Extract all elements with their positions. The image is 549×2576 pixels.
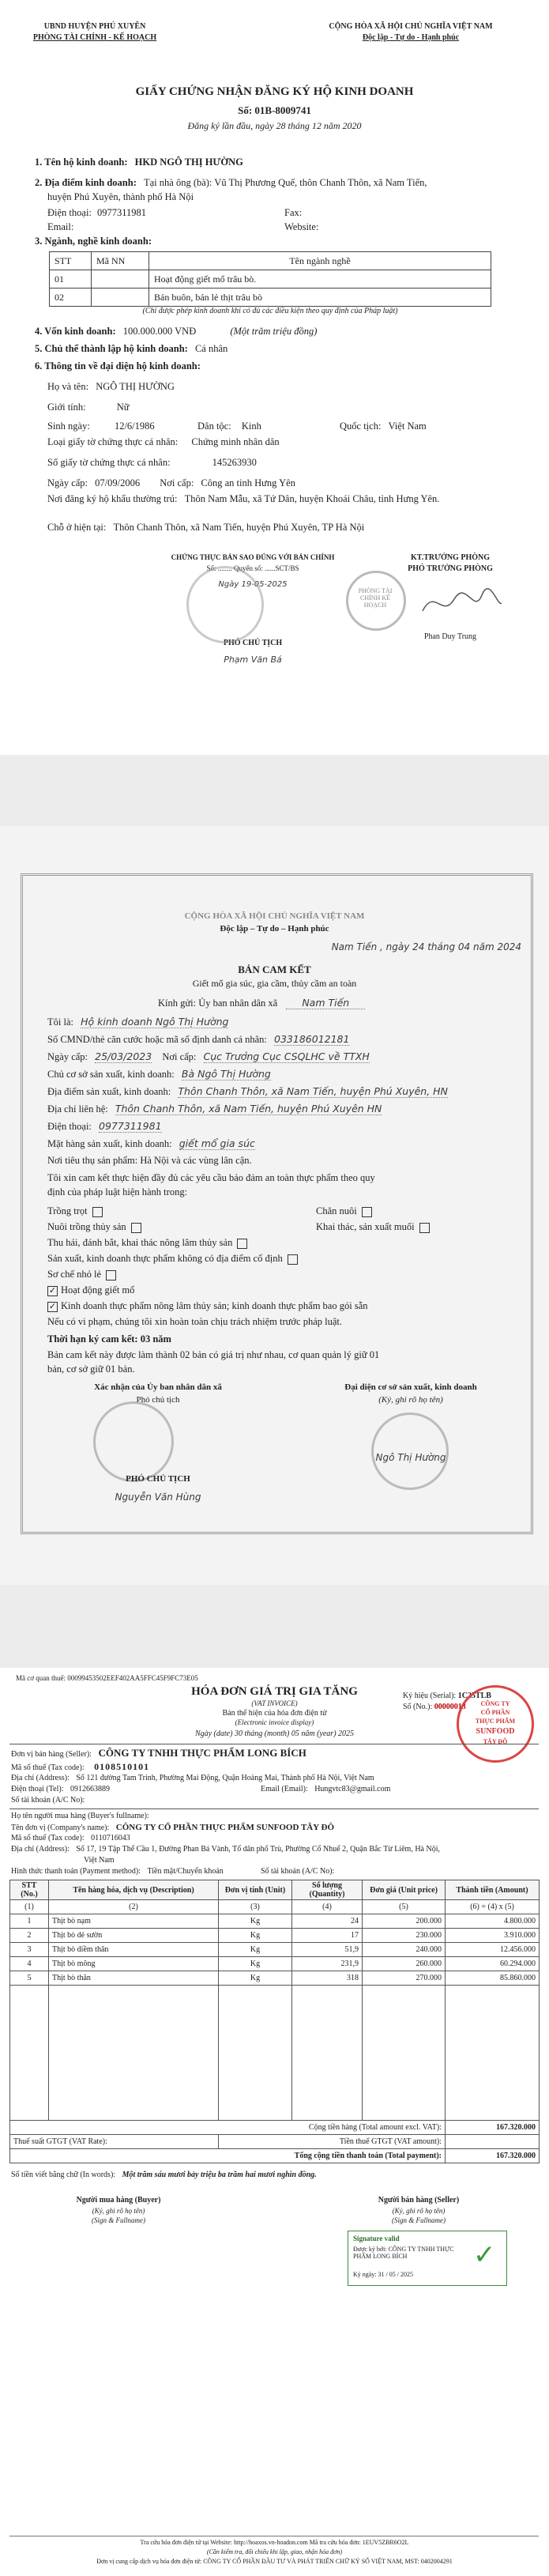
item-unit: Kg: [219, 1943, 292, 1957]
inv-words-label: Số tiền viết bằng chữ (In words):: [11, 2171, 116, 2179]
commit-name-value: Hộ kinh doanh Ngô Thị Hường: [81, 1016, 229, 1028]
cert-idno-label: Số giấy tờ chứng thực cá nhân:: [47, 457, 171, 468]
inv-title-en: (VAT INVOICE): [251, 1699, 298, 1707]
inv-buyer-label: Tên đơn vị (Company's name):: [11, 1824, 110, 1832]
commune-stamp-right: [371, 1412, 449, 1490]
commit-date-row: [47, 1050, 370, 1063]
commit-term-l1: Bản cam kết này được làm thành 02 bản có giá trị như nhau, cơ quan quản lý giữ 01: [47, 1349, 380, 1360]
cert-table-note: (Chỉ được phép kinh doanh khi có đủ các điều kiện theo quy định của Pháp luật): [142, 307, 398, 315]
inv-buyer-row: [11, 1823, 334, 1832]
inv-buyer-tax-row: [11, 1834, 130, 1842]
inv-seller-row: [11, 1747, 306, 1759]
commit-extra-l2: Nếu có vi phạm, chúng tôi xin hoàn toàn chịu trách nhiệm trước pháp luật.: [47, 1316, 343, 1327]
cert-email-label: Email:: [47, 221, 74, 232]
commit-site-value: Thôn Chanh Thôn, xã Nam Tiến, huyện Phú Xuyên, HN: [178, 1085, 448, 1097]
cert-cur-label: Chỗ ở hiện tại:: [47, 522, 107, 533]
item-price: 200.000: [363, 1914, 446, 1929]
inv-seller-sign-l2: (Ký, ghi rõ họ tên): [392, 2207, 446, 2215]
option-row: [47, 1284, 134, 1296]
option-row: [47, 1269, 116, 1280]
cert-ethnic-label: Dân tộc:: [197, 421, 231, 432]
table-header-num-row: [10, 1900, 540, 1914]
cert-cur-row: [47, 522, 364, 534]
cert-s5-value: Cá nhân: [194, 343, 228, 354]
total-value: 167.320.000: [446, 2149, 540, 2163]
table-header-name: Tên ngành nghề: [149, 252, 491, 270]
item-price: 270.000: [363, 1971, 446, 1986]
inv-subtitle: Bản thể hiện của hóa đơn điện tử: [222, 1709, 327, 1718]
cert-nation-l2: Độc lập - Tự do - Hạnh phúc: [362, 33, 460, 42]
vat-invoice-page: [0, 1668, 549, 2576]
table-cell-code: [92, 270, 149, 289]
inv-seller-label: Đơn vị bán hàng (Seller):: [11, 1750, 92, 1759]
cert-s1-value: HKD NGÔ THỊ HƯỜNG: [134, 157, 243, 168]
table-header-code: Mã NN: [92, 252, 149, 270]
item-amount: 85.860.000: [446, 1971, 540, 1986]
inv-buyer-addr-l2: Việt Nam: [84, 1856, 115, 1865]
item-qty: 51,9: [292, 1943, 363, 1957]
inv-seller-acct-label: Số tài khoản (A/C No):: [11, 1796, 85, 1805]
inv-seller-addr-label: Địa chỉ (Address):: [11, 1774, 70, 1782]
item-amount: 3.910.000: [446, 1929, 540, 1943]
sig-by: Được ký bởi: CÔNG TY TNHH THỰC PHẨM LONG BÍCH: [353, 2246, 454, 2260]
option-label: Chăn nuôi: [316, 1205, 357, 1216]
cert-s2-value-l2: huyện Phú Xuyên, thành phố Hà Nội: [47, 191, 194, 202]
table-header-num: (1): [10, 1900, 49, 1914]
cert-idtype-value: Chứng minh nhân dân: [191, 436, 280, 447]
cert-s4-label: 4. Vốn kinh doanh:: [35, 326, 116, 337]
option-label: Nuôi trồng thủy sản: [47, 1221, 126, 1232]
cert-phone-value: 0977311981: [97, 207, 147, 218]
option-checkbox: [92, 1207, 103, 1217]
inv-buyer-tax: 0110716043: [91, 1834, 130, 1842]
cert-perm-label: Nơi đăng ký hộ khẩu thường trú:: [47, 493, 178, 504]
commit-goods-value: giết mổ gia súc: [179, 1137, 255, 1149]
commune-stamp: [93, 1401, 174, 1482]
cert-dob-value: 12/6/1986: [114, 421, 155, 432]
cert-phone-label: Điện thoại:: [47, 207, 92, 218]
inv-seller-email-label: Email (Email):: [261, 1785, 308, 1793]
sig-valid: Signature valid: [353, 2235, 400, 2242]
commit-goods-row: [47, 1137, 255, 1150]
cert-agency-l1: UBND HUYỆN PHÚ XUYÊN: [43, 22, 146, 31]
cert-head-l1: KT.TRƯỞNG PHÒNG: [411, 553, 490, 562]
commit-to-label: Kính gửi: Ủy ban nhân dân xã: [158, 998, 278, 1009]
inv-buyer-sign-l3: (Sign & Fullname): [92, 2216, 145, 2224]
check-icon: ✓: [473, 2239, 496, 2271]
inv-pay-row: [11, 1867, 224, 1876]
inv-buyer-addr-row: [11, 1845, 440, 1854]
cert-website-label: Website:: [284, 221, 319, 232]
item-amount: 4.800.000: [446, 1914, 540, 1929]
cert-idtype-row: [47, 436, 280, 448]
cert-s6-label: 6. Thông tin về đại diện hộ kinh doanh:: [35, 360, 201, 372]
table-header-row: [50, 252, 491, 270]
item-qty: 24: [292, 1914, 363, 1929]
commit-left-sign-l2: Phó chủ tịch: [136, 1395, 180, 1405]
cert-issue-value: 07/09/2006: [95, 477, 141, 488]
inv-words-row: [11, 2171, 317, 2179]
commit-extra-l1: Kinh doanh thực phẩm nông lâm thủy sản; kinh doanh thực phẩm bao gói sẵn: [61, 1300, 368, 1311]
option-checkbox: [106, 1270, 116, 1280]
cert-s2-label: 2. Địa điểm kinh doanh:: [35, 177, 137, 188]
inv-buyer-name: CÔNG TY CỔ PHẦN THỰC PHẨM SUNFOOD TÂY ĐÔ: [115, 1823, 335, 1832]
sunfood-company-stamp: [457, 1685, 534, 1763]
subtotal-row: [10, 2121, 540, 2135]
option-checkbox: [288, 1254, 298, 1265]
cert-number: Số: 01B-8009741: [238, 104, 311, 116]
stamp-line: CÔNG TY: [480, 1700, 510, 1707]
item-no: 1: [10, 1914, 49, 1929]
page-gap: [0, 1585, 549, 1668]
cert-s3-label: 3. Ngành, nghề kinh doanh:: [35, 236, 152, 247]
inv-date-line: Ngày (date) 30 tháng (month) 05 năm (year) 2025: [194, 1729, 355, 1738]
table-row: [50, 270, 491, 289]
item-price: 240.000: [363, 1943, 446, 1957]
table-header: STT (No.): [10, 1880, 49, 1900]
table-header-num: (3): [219, 1900, 292, 1914]
table-row: [10, 1957, 540, 1971]
finance-office-stamp: [346, 571, 406, 631]
commit-pledge-l2: định của pháp luật hiện hành trong:: [47, 1186, 188, 1197]
inv-seller-sign-l3: (Sign & Fullname): [392, 2216, 446, 2224]
item-amount: 60.294.000: [446, 1957, 540, 1971]
cert-nationality-label: Quốc tịch:: [340, 421, 382, 432]
vat-rate-label: Thuế suất GTGT (VAT Rate):: [10, 2135, 219, 2149]
option-checkbox: [362, 1207, 372, 1217]
option-label: Sản xuất, kinh doanh thực phẩm không có địa điểm cố định: [47, 1253, 283, 1264]
cert-perm-value: Thôn Nam Mẫu, xã Tứ Dân, huyện Khoái Châu, tỉnh Hưng Yên.: [184, 493, 440, 504]
stamp-line: SUNFOOD: [476, 1727, 515, 1736]
cert-name-value: NGÔ THỊ HƯỜNG: [96, 381, 175, 392]
cert-first-registration: Đăng ký lần đầu, ngày 28 tháng 12 năm 2020: [187, 120, 362, 131]
vat-row: [10, 2135, 540, 2149]
commit-left-name: Nguyễn Văn Hùng: [115, 1492, 201, 1503]
cert-phone-row: [47, 207, 146, 219]
cert-dob-label: Sinh ngày:: [47, 421, 90, 432]
commit-term-title: Thời hạn ký cam kết: 03 năm: [47, 1333, 171, 1345]
table-header-num: (6) = (4) x (5): [446, 1900, 540, 1914]
total-row: [10, 2149, 540, 2163]
commit-date-label: Ngày cấp:: [47, 1051, 88, 1062]
commit-term-l2: bản, cơ sở giữ 01 bản.: [47, 1363, 135, 1375]
inv-words: Một trăm sáu mươi bảy triệu ba trăm hai mươi nghìn đồng.: [122, 2171, 317, 2179]
inv-seller-tax-row: [11, 1761, 149, 1773]
commit-addr-row: [47, 1103, 382, 1115]
table-header: Số lượng (Quantity): [292, 1880, 363, 1900]
item-no: 5: [10, 1971, 49, 1986]
cert-idno-value: 145263930: [212, 457, 257, 468]
commit-addr-value: Thôn Chanh Thôn, xã Nam Tiến, huyện Phú Xuyên HN: [115, 1103, 382, 1115]
cert-nation-l1: CỘNG HÒA XÃ HỘI CHỦ NGHĨA VIỆT NAM: [329, 22, 493, 31]
commit-right-name: Ngô Thị Hường: [375, 1452, 446, 1463]
inv-buyer-addr-label: Địa chỉ (Address):: [11, 1845, 70, 1854]
inv-buyer-tax-label: Mã số thuế (Tax code):: [11, 1834, 85, 1842]
business-lines-table: [49, 251, 491, 307]
cert-gender-row: [47, 402, 130, 413]
stamp-line: THỰC PHẨM: [475, 1718, 516, 1725]
cert-issue-label: Ngày cấp:: [47, 477, 88, 488]
commit-name-row: [47, 1016, 228, 1028]
inv-buyer-sign-l2: (Ký, ghi rõ họ tên): [92, 2207, 145, 2215]
table-cell-name: Hoạt động giết mổ trâu bò.: [149, 270, 491, 289]
commitment-page: [0, 826, 549, 1585]
table-row: [10, 1943, 540, 1957]
commit-right-sign-l1: Đại diện cơ sở sản xuất, kinh doanh: [344, 1382, 477, 1392]
cert-s5: [35, 343, 227, 355]
option-label: Sơ chế nhỏ lẻ: [47, 1269, 102, 1280]
cert-idno-row: [47, 457, 257, 469]
item-no: 3: [10, 1943, 49, 1957]
cert-s4-value: 100.000.000 VNĐ: [122, 326, 197, 337]
option-row: [47, 1300, 368, 1312]
cert-s2-value-l1: Tại nhà ông (bà): Vũ Thị Phương Quế, thôn Chanh Thôn, xã Nam Tiến,: [143, 177, 427, 188]
cert-agency-l2: PHÒNG TÀI CHÍNH - KẾ HOẠCH: [32, 33, 157, 42]
cert-fax-label: Fax:: [284, 207, 303, 218]
commit-nation-l1: CỘNG HÒA XÃ HỘI CHỦ NGHĨA VIỆT NAM: [184, 911, 365, 921]
commit-left-role: PHÓ CHỦ TỊCH: [126, 1474, 190, 1484]
inv-seller-email-row: [261, 1785, 390, 1793]
item-qty: 318: [292, 1971, 363, 1986]
table-cell-stt: 02: [50, 289, 92, 307]
commit-place-value: Cục Trưởng Cục CSQLHC về TTXH: [203, 1050, 370, 1062]
table-header-num: (5): [363, 1900, 446, 1914]
commit-id-row: [47, 1033, 349, 1046]
commit-to: [158, 997, 365, 1009]
inv-seller-tax-label: Mã số thuế (Tax code):: [11, 1763, 85, 1772]
cert-cur-value: Thôn Chanh Thôn, xã Nam Tiến, huyện Phú Xuyên, TP Hà Nội: [113, 522, 365, 533]
table-header-num: (4): [292, 1900, 363, 1914]
cert-idtype-label: Loại giấy tờ chứng thực cá nhân:: [47, 436, 179, 447]
item-desc: Thịt bò dẻ sườn: [49, 1929, 219, 1943]
inv-seller-phone-label: Điện thoại (Tel):: [11, 1785, 64, 1793]
commit-phone-label: Điện thoại:: [47, 1121, 92, 1132]
cert-issuer-label: Nơi cấp:: [160, 477, 194, 488]
item-desc: Thịt bò nạm: [49, 1914, 219, 1929]
cert-dob-row: [47, 421, 155, 432]
inv-symbol-value: 1C25TLB: [457, 1692, 491, 1700]
table-row-empty: [10, 1986, 540, 2121]
option-label: Trồng trọt: [47, 1205, 88, 1216]
commit-name-label: Tôi là:: [47, 1016, 73, 1028]
cert-copy-certified: CHỨNG THỰC BẢN SAO ĐÚNG VỚI BẢN CHÍNH: [171, 553, 335, 561]
item-no: 4: [10, 1957, 49, 1971]
option-checkbox-checked: ✓: [48, 1301, 57, 1311]
item-desc: Thịt bò thăn: [49, 1971, 219, 1986]
stamp-line: CỔ PHẦN: [480, 1709, 510, 1716]
cert-vice-chair: PHÓ CHỦ TỊCH: [223, 639, 283, 647]
cert-issue-row: [47, 477, 295, 489]
commit-title: BẢN CAM KẾT: [238, 964, 311, 975]
commit-owner-row: [47, 1068, 271, 1081]
cert-s1-label: 1. Tên hộ kinh doanh:: [35, 157, 128, 168]
item-desc: Thịt bò mông: [49, 1957, 219, 1971]
vat-amount-label: Tiền thuế GTGT (VAT amount):: [219, 2135, 446, 2149]
commit-pledge-l1: Tôi xin cam kết thực hiện đầy đủ các yêu cầu bảo đảm an toàn thực phẩm theo quy: [47, 1172, 375, 1183]
cert-nationality-value: Việt Nam: [388, 421, 427, 432]
cert-issuer-value: Công an tỉnh Hưng Yên: [201, 477, 295, 488]
inv-divider: [9, 1808, 539, 1809]
commit-nation-l2: Độc lập – Tự do – Hạnh phúc: [220, 924, 329, 933]
cert-copy-number: Số: ........ Quyển số: ......SCT/BS: [206, 564, 299, 572]
inv-seller-sign-l1: Người bán hàng (Seller): [378, 2196, 460, 2204]
commit-date-value: 25/03/2023: [95, 1050, 152, 1062]
invoice-items-table: [9, 1880, 540, 2163]
digital-signature-box: [348, 2231, 507, 2286]
inv-footer-l3: Đơn vị cung cấp dịch vụ hóa đơn điện tử: CÔNG TY CỔ PHẦN ĐẦU TƯ VÀ PHÁT TRIỂN CHỮ KÝ SỐ VIỆT NAM, MST: 0402004291: [96, 2558, 453, 2565]
cert-s4-words: (Một trăm triệu đồng): [230, 326, 318, 337]
cert-vice-name: Phạm Văn Bá: [224, 654, 282, 665]
head-signature: [419, 583, 506, 623]
subtotal-label: Cộng tiền hàng (Total amount excl. VAT):: [10, 2121, 446, 2135]
item-qty: 17: [292, 1929, 363, 1943]
inv-no-row: [403, 1703, 466, 1711]
commit-phone-row: [47, 1120, 162, 1133]
commit-place-label: Nơi cấp:: [162, 1051, 197, 1062]
table-cell-stt: 01: [50, 270, 92, 289]
inv-seller-phone: 0912663889: [70, 1785, 110, 1793]
option-checkbox-checked: ✓: [48, 1285, 57, 1296]
table-header: Đơn giá (Unit price): [363, 1880, 446, 1900]
inv-seller-phone-row: [11, 1785, 110, 1793]
cert-name-label: Họ và tên:: [47, 381, 89, 392]
inv-title: HÓA ĐƠN GIÁ TRỊ GIA TĂNG: [191, 1685, 358, 1698]
commit-owner-value: Bà Ngô Thị Hường: [181, 1068, 271, 1080]
commit-right-sign-l2: (Ký, ghi rõ họ tên): [378, 1395, 443, 1405]
option-row: [47, 1205, 103, 1217]
vat-amount-value: [446, 2135, 540, 2149]
option-row: [47, 1253, 298, 1265]
item-unit: Kg: [219, 1971, 292, 1986]
inv-buyer-addr-l1: Số 17, 19 Tập Thể Cầu 1, Đường Phan Bá Vành, Tổ dân phố Trù, Phường Cổ Nhuế 2, Quận Bắc Từ Liêm, Hà Nội,: [76, 1845, 440, 1854]
cert-gender-value: Nữ: [116, 402, 130, 413]
business-certificate-page: [0, 0, 549, 755]
commit-phone-value: 0977311981: [99, 1120, 162, 1132]
commit-owner-label: Chủ cơ sở sản xuất, kinh doanh:: [47, 1069, 175, 1080]
commit-to-value: Nam Tiến: [286, 997, 365, 1009]
inv-seller-email: Hungvtc83@gmail.com: [314, 1785, 391, 1793]
option-checkbox: [131, 1223, 141, 1233]
commit-site-row: [47, 1085, 448, 1098]
cert-ethnic-value: Kinh: [241, 421, 261, 432]
cert-gender-label: Giới tính:: [47, 402, 86, 413]
table-row: [10, 1971, 540, 1986]
item-price: 230.000: [363, 1929, 446, 1943]
cert-copy-date: Ngày 19-05-2025: [218, 580, 288, 589]
cert-perm-row: [47, 493, 439, 505]
item-unit: Kg: [219, 1929, 292, 1943]
option-label: Khai thác, sản xuất muối: [316, 1221, 415, 1232]
item-unit: Kg: [219, 1914, 292, 1929]
commit-site-label: Địa điểm sản xuất, kinh doanh:: [47, 1086, 171, 1097]
inv-tax-code-line: Mã cơ quan thuế: 00099453502EEF402AA5FFC45F9FC73E05: [16, 1674, 198, 1682]
stamp-line: TÂY ĐÔ: [483, 1738, 508, 1745]
inv-buyer-person-label: Họ tên người mua hàng (Buyer's fullname):: [11, 1812, 149, 1820]
cert-name-row: [47, 381, 175, 393]
inv-seller-addr-row: [11, 1774, 374, 1782]
commune-stamp: [186, 566, 264, 643]
inv-subtitle-en: (Electronic invoice display): [235, 1718, 314, 1726]
item-qty: 231,9: [292, 1957, 363, 1971]
item-desc: Thịt bò diềm thăn: [49, 1943, 219, 1957]
item-price: 260.000: [363, 1957, 446, 1971]
cert-title: GIẤY CHỨNG NHẬN ĐĂNG KÝ HỘ KINH DOANH: [135, 85, 414, 98]
commit-subtitle: Giết mổ gia súc, gia cầm, thủy cầm an toàn: [192, 978, 357, 989]
cert-s5-label: 5. Chủ thể thành lập hộ kinh doanh:: [35, 343, 188, 354]
option-label: Hoạt động giết mổ: [61, 1284, 135, 1296]
inv-buyer-acct-label: Số tài khoản (A/C No):: [261, 1867, 335, 1876]
inv-no-value: 00000013: [434, 1703, 466, 1711]
table-row: [50, 289, 491, 307]
inv-seller-name: CÔNG TY TNHH THỰC PHẨM LONG BÍCH: [98, 1747, 306, 1759]
cert-s2: [35, 177, 427, 189]
inv-symbol-label: Ký hiệu (Serial):: [403, 1692, 457, 1700]
table-header: Tên hàng hóa, dịch vụ (Description): [49, 1880, 219, 1900]
table-header: Thành tiền (Amount): [446, 1880, 540, 1900]
option-label: Thu hái, đánh bắt, khai thác nông lâm thủy sản: [47, 1237, 233, 1248]
page-gap: [0, 755, 549, 826]
commit-id-value: 033186012181: [274, 1033, 350, 1045]
table-header-row: [10, 1880, 540, 1900]
table-header: Đơn vị tính (Unit): [219, 1880, 292, 1900]
inv-no-label: Số (No.):: [403, 1703, 433, 1711]
table-row: [10, 1914, 540, 1929]
option-checkbox: [419, 1223, 430, 1233]
item-unit: Kg: [219, 1957, 292, 1971]
inv-pay-value: Tiền mặt/Chuyển khoản: [147, 1867, 224, 1876]
table-cell-code: [92, 289, 149, 307]
cert-nationality-row: [340, 421, 427, 432]
item-no: 2: [10, 1929, 49, 1943]
cert-head-l2: PHÓ TRƯỞNG PHÒNG: [408, 564, 493, 573]
option-row: [316, 1221, 430, 1233]
option-checkbox: [237, 1239, 247, 1249]
inv-buyer-sign-l1: Người mua hàng (Buyer): [76, 2196, 161, 2204]
cert-ethnic-row: [197, 421, 261, 432]
option-row: [47, 1221, 141, 1233]
commit-date-line: Nam Tiến , ngày 24 tháng 04 năm 2024: [331, 941, 521, 952]
inv-pay-label: Hình thức thanh toán (Payment method):: [11, 1867, 141, 1876]
cert-s1: [35, 157, 243, 168]
commit-left-sign-l1: Xác nhận của Ủy ban nhân dân xã: [94, 1382, 222, 1392]
commit-id-label: Số CMND/thẻ căn cước hoặc mã số định danh cá nhân:: [47, 1034, 267, 1045]
table-cell-name: Bán buôn, bán lẻ thịt trâu bò: [149, 289, 491, 307]
inv-footer-l1: Tra cứu hóa đơn điện tử tại Website: http://hoaxos.vn-hoadon.com Mã tra cứu hóa đơn: 1EUV5ZBR6O2L: [140, 2539, 409, 2546]
table-row: [10, 1929, 540, 1943]
item-amount: 12.456.000: [446, 1943, 540, 1957]
inv-footer-l2: (Cần kiểm tra, đối chiếu khi lập, giao, nhận hóa đơn): [206, 2548, 343, 2555]
commit-goods-label: Mặt hàng sản xuất, kinh doanh:: [47, 1138, 172, 1149]
option-row: [316, 1205, 372, 1217]
inv-seller-tax: 0108510101: [94, 1761, 150, 1772]
option-row: [47, 1237, 247, 1249]
table-header-stt: STT: [50, 252, 92, 270]
subtotal-value: 167.320.000: [446, 2121, 540, 2135]
total-label: Tổng cộng tiền thanh toán (Total payment):: [10, 2149, 446, 2163]
table-header-num: (2): [49, 1900, 219, 1914]
finance-office-stamp-text: PHÒNG TÀI CHÍNH KẾ HOẠCH: [358, 587, 393, 609]
inv-seller-addr: Số 121 đường Tam Trinh, Phường Mai Động, Quận Hoàng Mai, Thành phố Hà Nội, Việt Nam: [76, 1774, 374, 1782]
cert-head-name: Phan Duy Trung: [423, 632, 477, 641]
commit-addr-label: Địa chỉ liên hệ:: [47, 1103, 108, 1115]
cert-s4: [35, 326, 317, 338]
sig-date: Ký ngày: 31 / 05 / 2025: [353, 2271, 413, 2278]
commit-market: Nơi tiêu thụ sản phẩm: Hà Nội và các vùng lân cận.: [47, 1155, 252, 1166]
